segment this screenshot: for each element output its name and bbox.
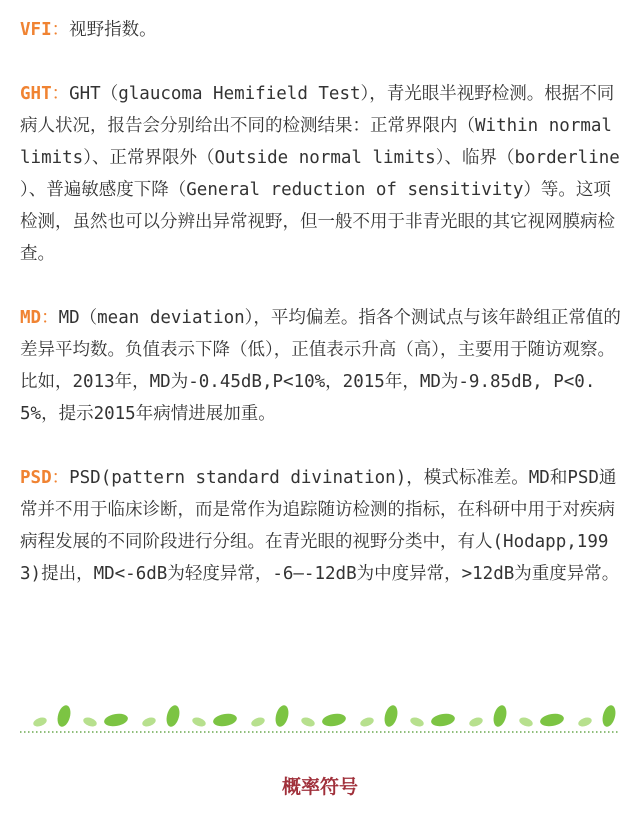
- vfi-paragraph: [20, 14, 624, 46]
- vfi-separator: ：: [51, 20, 70, 40]
- vfi-definition: 视野指数。: [69, 20, 157, 40]
- leaf-divider: [20, 700, 620, 734]
- ght-separator: ：: [51, 84, 70, 104]
- leaf-divider-graphic: [20, 700, 620, 734]
- ght-paragraph: [20, 78, 624, 270]
- article-body: [20, 14, 624, 590]
- paragraph-gap: [20, 270, 624, 302]
- leaf-pattern: [32, 704, 618, 728]
- psd-separator: ：: [51, 468, 70, 488]
- paragraph-gap: [20, 430, 624, 462]
- ght-definition: GHT（glaucoma Hemifield Test），青光眼半视野检测。根据不同病人状况，报告会分别给出不同的检测结果：正常界限内（Within normal limits）、正常界限外（Outside normal limits）、临界（borderline ）、普遍敏感度下降（General reduction of sensitivity）等。这项检测，虽然也可以分辨出异常视野，但一般不用于非青光眼的其它视网膜病检查。: [20, 84, 620, 264]
- psd-definition: PSD(pattern standard divination)，模式标准差。MD和PSD通常并不用于临床诊断，而是常作为追踪随访检测的指标，在科研中用于对疾病病程发展的不同阶段进行分组。在青光眼的视野分类中，有人(Hodapp,1993)提出，MD<-6dB为轻度异常，-6—-12dB为中度异常，>12dB为重度异常。: [20, 468, 620, 584]
- md-definition: MD（mean deviation），平均偏差。指各个测试点与该年龄组正常值的差异平均数。负值表示下降（低），正值表示升高（高），主要用于随访观察。比如，2013年，MD为-0.45dB,P<10%，2015年，MD为-9.85dB, P<0.5%，提示2015年病情进展加重。: [20, 308, 621, 424]
- md-paragraph: [20, 302, 624, 430]
- psd-term: PSD: [20, 468, 52, 488]
- ght-term: GHT: [20, 84, 52, 104]
- paragraph-gap: [20, 46, 624, 78]
- md-separator: ：: [41, 308, 59, 328]
- psd-paragraph: [20, 462, 624, 590]
- md-term: MD: [20, 308, 42, 328]
- section-title: 概率符号: [281, 776, 358, 798]
- vfi-term: VFI: [20, 20, 52, 40]
